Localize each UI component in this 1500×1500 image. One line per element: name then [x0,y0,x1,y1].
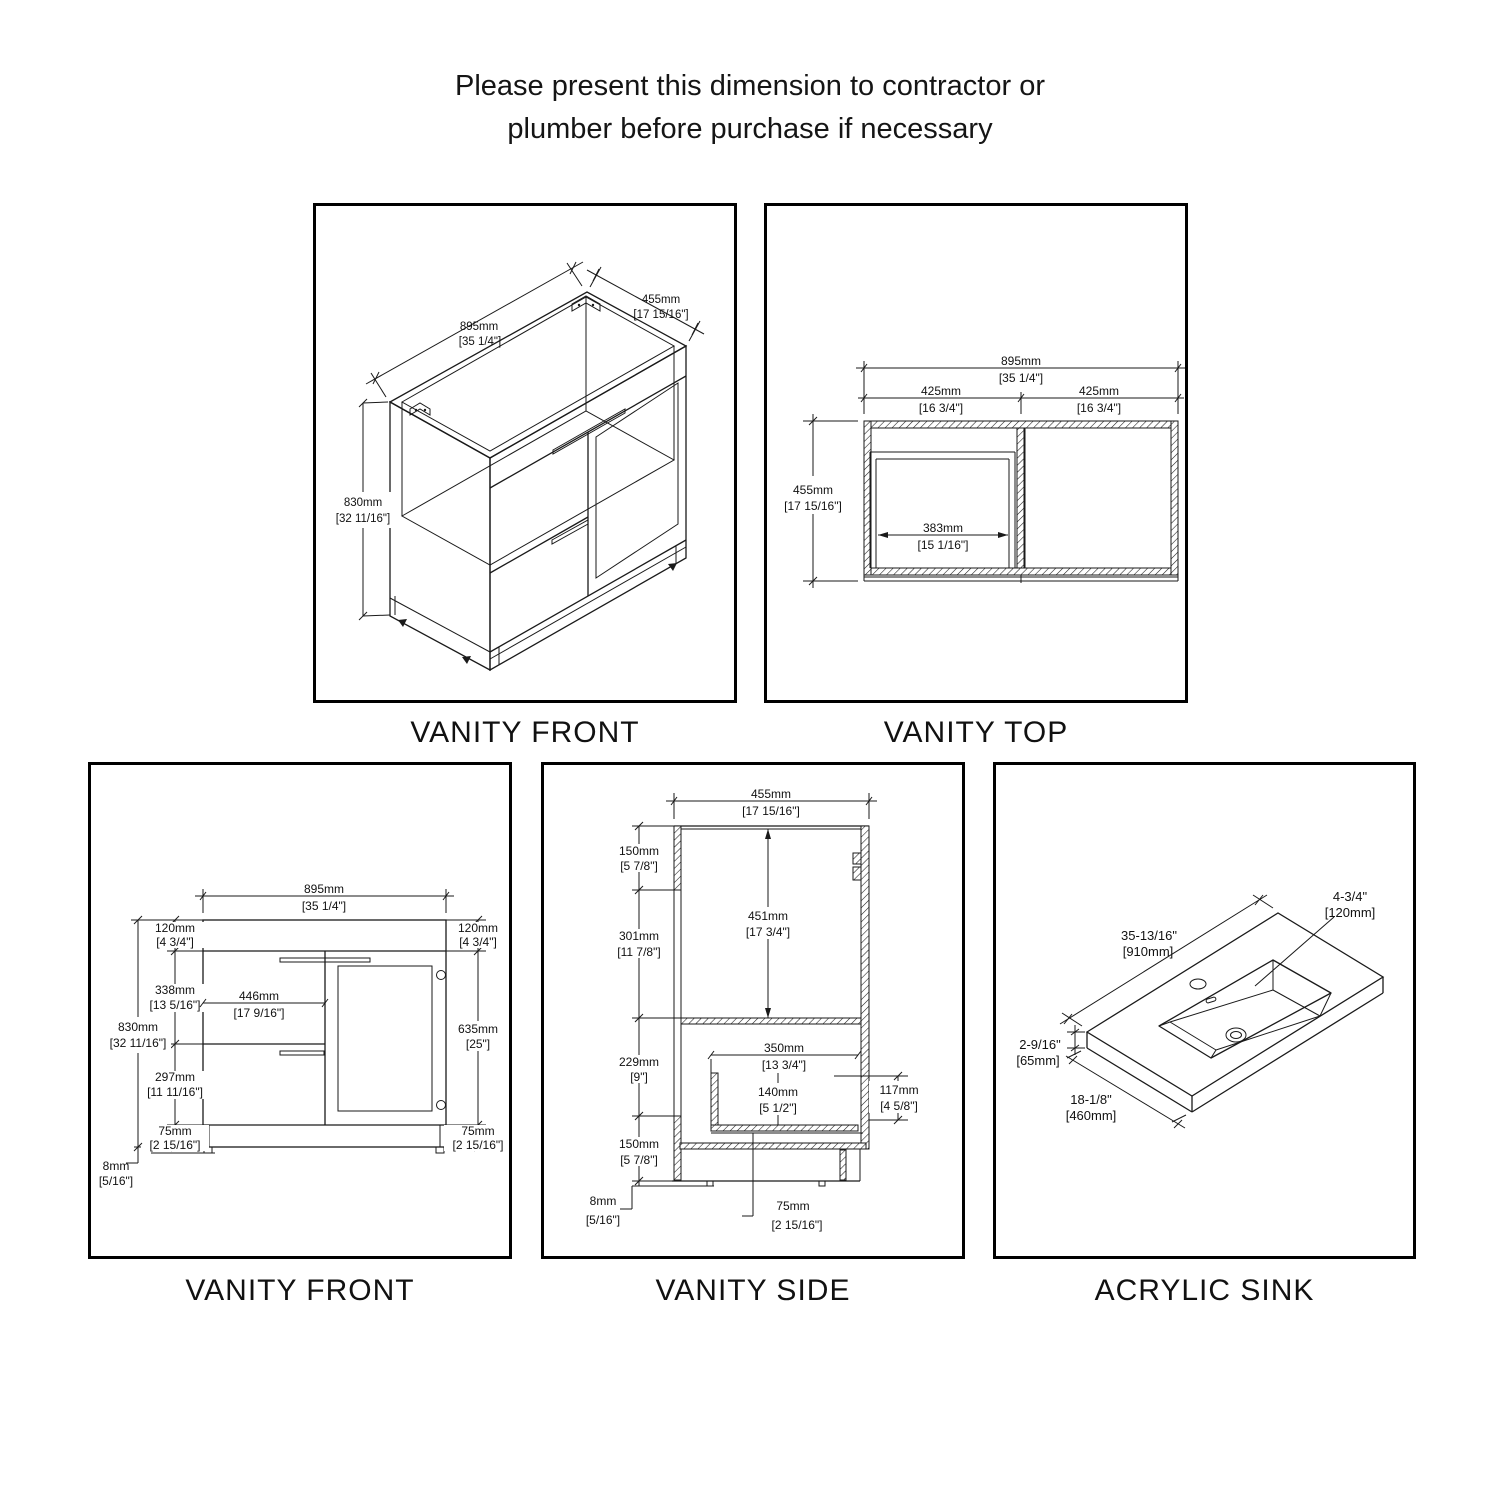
dim-side-interior [738,829,798,1018]
dim-label: [2 15/16"] [771,1218,823,1232]
mounting-bracket-icon [410,403,430,415]
dim-front-height [105,916,171,1151]
panel-vanity-front-iso [313,203,737,703]
dim-label: [35 1/4"] [301,899,347,913]
dim-label: 35-13/16" [1121,928,1177,943]
dim-side-drawer-depth [708,1041,861,1073]
dim-top-sink [878,521,1008,552]
dim-label: [17 15/16"] [784,499,842,513]
acrylic-sink-drawing [996,765,1413,1256]
dim-label: [16 3/4"] [1076,401,1122,415]
cabinet-top-section [864,421,1178,583]
dim-side-depth [666,787,877,819]
dim-front-width [195,882,454,913]
dim-side-leveler [586,1186,632,1227]
leveler-foot [819,1181,825,1186]
vanity-front-elevation-drawing [91,765,509,1256]
dim-label: 120mm [154,921,196,935]
vanity-side-drawing [544,765,962,1256]
door-panel-inset [338,966,432,1111]
dim-label: 301mm [618,929,660,943]
vanity-front-iso-drawing [316,206,734,700]
dim-label: [13 5/16"] [149,998,201,1012]
header-line-2: plumber before purchase if necessary [507,113,993,145]
dim-label: 446mm [238,989,280,1003]
mounting-bracket-icon [853,867,861,880]
dim-label: [15 1/16"] [917,538,969,552]
dim-label: [5/16"] [585,1213,621,1227]
dim-side-drawer-height [758,1073,798,1125]
dim-label: [35 1/4"] [998,371,1044,385]
leveler-foot [436,1147,444,1153]
middle-shelf [681,1018,861,1024]
dim-label: 455mm [641,294,681,306]
leveler-foot [707,1181,713,1186]
dim-label: 4-3/4" [1332,889,1368,904]
dim-label: [2 15/16"] [452,1138,504,1152]
door-hinge-icon [437,1101,446,1110]
dim-label: [910mm] [1122,944,1174,959]
cabinet-front-elevation [203,920,446,1153]
rear-leg-section [840,1150,846,1180]
dim-label: 150mm [618,1137,660,1151]
panel-acrylic-sink [993,762,1416,1259]
header-line-1: Please present this dimension to contractor or [455,70,1045,102]
dim-label: [17 15/16"] [633,309,689,321]
panel-title-vanity-side: VANITY SIDE [655,1274,851,1307]
dim-label: [5 7/8"] [620,859,658,873]
panel-title-vanity-front-iso: VANITY FRONT [410,716,640,749]
dim-label: 229mm [618,1055,660,1069]
dim-sink-depth [1066,1051,1186,1128]
dim-label: 75mm [158,1124,192,1138]
basin-rim [1159,960,1331,1058]
bottom-panel-section [680,1143,866,1149]
drawer-front-section [711,1073,718,1125]
vanity-top-drawing [767,206,1185,700]
dim-front-leveler [99,1147,138,1188]
dim-label: 383mm [922,521,964,535]
dim-label: 120mm [457,921,499,935]
dim-label: 451mm [747,909,789,923]
dim-top-depth [777,414,858,588]
dim-label: [460mm] [1065,1108,1117,1123]
dim-label: 140mm [757,1085,799,1099]
dim-label: [4 3/4"] [459,935,497,949]
dim-label: 150mm [618,844,660,858]
dim-iso-width [366,262,583,397]
drawer-bottom-section [711,1125,858,1131]
dim-label: [9"] [630,1070,648,1084]
leveler-foot [462,656,471,664]
dim-label: [16 3/4"] [918,401,964,415]
dim-label: 830mm [343,497,383,509]
drain-hole-icon [1226,1028,1246,1042]
basin-bottom [1170,990,1320,1050]
dim-label: [5/16"] [98,1174,134,1188]
dim-label: 2-9/16" [1019,1037,1061,1052]
dim-top-halves [858,384,1184,415]
drawer-handle-lower [280,1051,324,1055]
mounting-bracket-icon [853,853,861,864]
panel-title-acrylic-sink: ACRYLIC SINK [1094,1274,1315,1307]
dim-label: 350mm [763,1041,805,1055]
dim-label: [17 9/16"] [233,1006,285,1020]
dim-side-left-chain [606,822,714,1186]
dim-iso-height [328,399,398,620]
dim-label: 338mm [154,983,196,997]
dim-label: 830mm [117,1020,159,1034]
dim-label: [4 5/8"] [880,1099,918,1113]
panel-vanity-top [764,203,1188,703]
dim-label: 455mm [750,787,792,801]
dim-label: 425mm [920,384,962,398]
dim-label: 8mm [589,1194,617,1208]
dim-label: 8mm [102,1159,130,1173]
cabinet-iso-body [390,292,689,670]
dim-label: [120mm] [1324,905,1376,920]
dim-label: [4 3/4"] [156,935,194,949]
dim-label: [13 3/4"] [761,1058,807,1072]
dim-label: [25"] [465,1037,491,1051]
dim-label: [2 15/16"] [149,1138,201,1152]
door-panel-inset [596,383,678,578]
dim-label: [35 1/4"] [458,336,502,348]
dim-label: [17 15/16"] [742,804,800,818]
dim-label: 895mm [1000,354,1042,368]
faucet-hole-icon [1190,979,1206,989]
panel-title-vanity-top: VANITY TOP [883,716,1069,749]
panel-title-vanity-front: VANITY FRONT [185,1274,415,1307]
dim-label: 75mm [461,1124,495,1138]
dim-front-drawer-width [200,989,328,1020]
dim-label: [5 7/8"] [620,1153,658,1167]
drawer-handle-lower [552,520,588,544]
dim-label: 18-1/8" [1070,1092,1112,1107]
cabinet-side-section [672,826,869,1186]
drain-hole-inner-icon [1231,1032,1242,1039]
dim-label: 297mm [154,1070,196,1084]
dim-label: [11 11/16"] [147,1085,203,1099]
dim-label: 895mm [459,321,499,333]
dim-label: 895mm [303,882,345,896]
door-hinge-icon [437,971,446,980]
dim-front-right-chain [444,916,508,1152]
leveler-foot [398,619,407,627]
dim-label: 425mm [1078,384,1120,398]
dim-label: [17 3/4"] [745,925,791,939]
panel-vanity-front-elevation [88,762,512,1259]
dim-side-drawer-inner [834,1072,929,1124]
dim-label: 75mm [776,1199,810,1213]
dim-label: 635mm [457,1022,499,1036]
dim-label: [65mm] [1016,1053,1060,1068]
dim-label: [11 7/8"] [617,945,661,959]
dim-label: 117mm [879,1083,919,1097]
dim-label: [32 11/16"] [109,1036,167,1050]
dim-label: [5 1/2"] [759,1101,797,1115]
panel-vanity-side [541,762,965,1259]
dim-label: 455mm [792,483,834,497]
dim-label: [32 11/16"] [335,513,391,525]
dim-sink-width [1060,895,1273,1026]
